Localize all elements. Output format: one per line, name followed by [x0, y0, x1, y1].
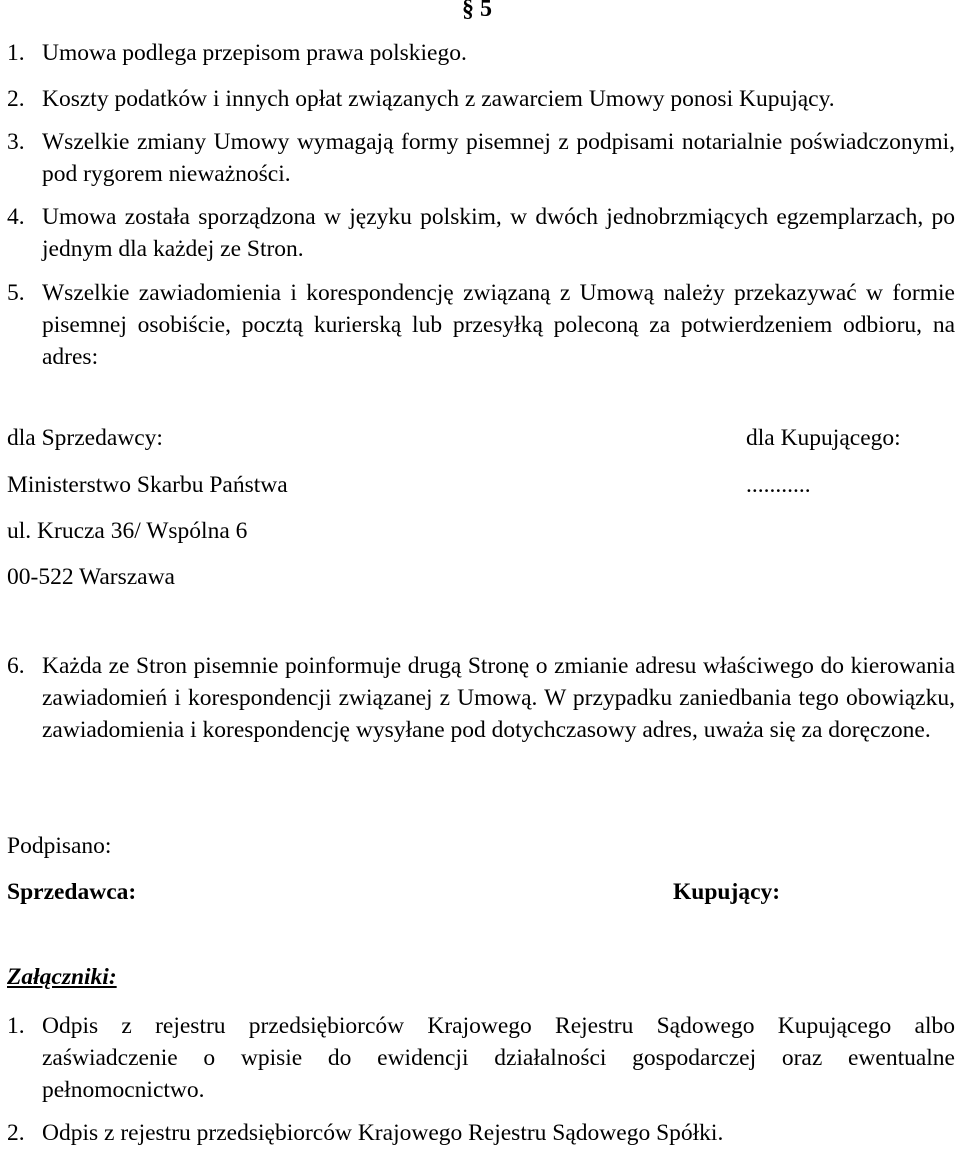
clause-number: 1. — [7, 40, 25, 66]
signed-label: Podpisano: — [7, 833, 112, 859]
attachment-1 — [7, 1010, 955, 1106]
seller-address-line: 00-522 Warszawa — [7, 564, 175, 590]
clause-text: Każda ze Stron pisemnie poinformuje drugą Stronę o zmianie adresu właściwego do kierowania zawiadomień i korespondencji związanej z Umową. W przypadku zaniedbania tego obowiązku, zawiadomienia i korespondencję wysyłane pod dotychczasowy adres, uważa się za doręczone. — [42, 653, 955, 743]
attachment-text: Odpis z rejestru przedsiębiorców Krajowego Rejestru Sądowego Spółki. — [42, 1120, 724, 1146]
seller-address-line: Ministerstwo Skarbu Państwa — [7, 472, 288, 498]
clause-number: 4. — [7, 204, 25, 230]
attachment-2 — [7, 1117, 955, 1149]
clause-text: Koszty podatków i innych opłat związanych z zawarciem Umowy ponosi Kupujący. — [42, 86, 835, 112]
attachment-number: 2. — [7, 1120, 25, 1146]
clause-number: 5. — [7, 280, 25, 306]
clause-4 — [7, 201, 955, 265]
seller-signature-label: Sprzedawca: — [7, 879, 137, 905]
clause-6 — [7, 650, 955, 746]
buyer-signature-label: Kupujący: — [673, 879, 781, 905]
clause-text: Umowa podlega przepisom prawa polskiego. — [42, 40, 467, 66]
attachments-title: Załączniki: — [7, 964, 117, 990]
clause-number: 2. — [7, 86, 25, 112]
seller-address-line: ul. Krucza 36/ Wspólna 6 — [7, 518, 248, 544]
seller-address-label: dla Sprzedawcy: — [7, 425, 163, 451]
clause-text: Wszelkie zmiany Umowy wymagają formy pisemnej z podpisami notarialnie poświadczonymi, pod rygorem nieważności. — [42, 129, 955, 187]
clause-1 — [7, 37, 955, 69]
clause-number: 3. — [7, 129, 25, 155]
clause-3 — [7, 126, 955, 190]
clause-text: Wszelkie zawiadomienia i korespondencję związaną z Umową należy przekazywać w formie pisemnej osobiście, pocztą kurierską lub przesyłką poleconą za potwierdzeniem odbioru, na adres: — [42, 280, 955, 370]
clause-5 — [7, 277, 955, 373]
clause-number: 6. — [7, 653, 25, 679]
clause-text: Umowa została sporządzona w języku polskim, w dwóch jednobrzmiących egzemplarzach, po jednym dla każdej ze Stron. — [42, 204, 955, 262]
attachment-number: 1. — [7, 1013, 25, 1039]
clause-2 — [7, 83, 955, 115]
buyer-address-label: dla Kupującego: — [746, 425, 901, 451]
attachment-text: Odpis z rejestru przedsiębiorców Krajowego Rejestru Sądowego Kupującego albo zaświadczenie o wpisie do ewidencji działalności gospodarczej oraz ewentualne pełnomocnictwo. — [42, 1013, 955, 1103]
buyer-address-value: ........... — [746, 472, 811, 498]
section-header: § 5 — [462, 0, 492, 22]
